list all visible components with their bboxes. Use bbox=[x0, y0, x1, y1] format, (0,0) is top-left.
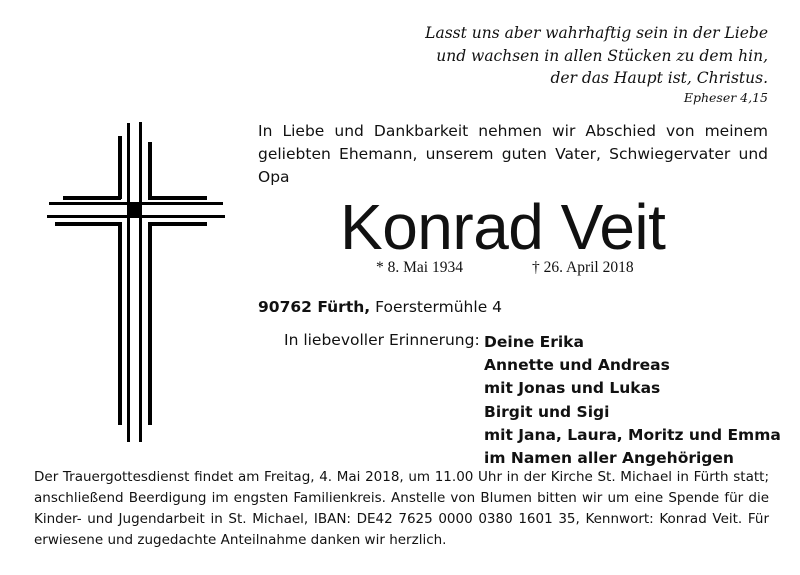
mourner: Annette und Andreas bbox=[484, 356, 670, 375]
verse-line: und wachsen in allen Stücken zu dem hin, bbox=[436, 46, 768, 65]
mourner: mit Jonas und Lukas bbox=[484, 379, 661, 398]
service-information: Der Trauergottesdienst findet am Freitag, 4. Mai 2018, um 11.00 Uhr in der Kirche St. Michael in Fürth statt; anschließend Beerdigung im engsten Familienkreis. Anstelle von Blumen bitten wir um eine Spende für die Kinder- und Jugendarbeit in St. Michael, IBAN: DE42 7625 0000 0380 1601 35, Kennwort: Konrad Veit. Für erwiesene und zugedachte Anteilnahme danken wir herzlich. bbox=[34, 469, 769, 548]
mourner: Birgit und Sigi bbox=[484, 402, 610, 421]
verse-reference: Epheser 4,15 bbox=[683, 89, 768, 105]
address-city: 90762 Fürth, bbox=[258, 298, 371, 316]
mourner: im Namen aller Angehörigen bbox=[484, 449, 734, 468]
address bbox=[258, 298, 502, 316]
address-street: Foerstermühle 4 bbox=[375, 298, 503, 316]
verse-line: Lasst uns aber wahrhaftig sein in der Liebe bbox=[425, 24, 768, 42]
mourner: mit Jana, Laura, Moritz und Emma bbox=[484, 425, 781, 444]
bible-verse bbox=[425, 22, 768, 106]
death-date: † 26. April 2018 bbox=[532, 259, 634, 276]
deceased-name: Konrad Veit bbox=[340, 191, 666, 263]
verse-line: der das Haupt ist, Christus. bbox=[550, 69, 768, 87]
birth-date: * 8. Mai 1934 bbox=[376, 259, 463, 276]
mourners-list bbox=[484, 331, 781, 470]
memory-label: In liebevoller Erinnerung: bbox=[284, 331, 480, 349]
intro-text: In Liebe und Dankbarkeit nehmen wir Abschied von meinem geliebten Ehemann, unserem guten Vater, Schwiegervater und Opa bbox=[258, 122, 768, 186]
mourner: Deine Erika bbox=[484, 333, 584, 351]
